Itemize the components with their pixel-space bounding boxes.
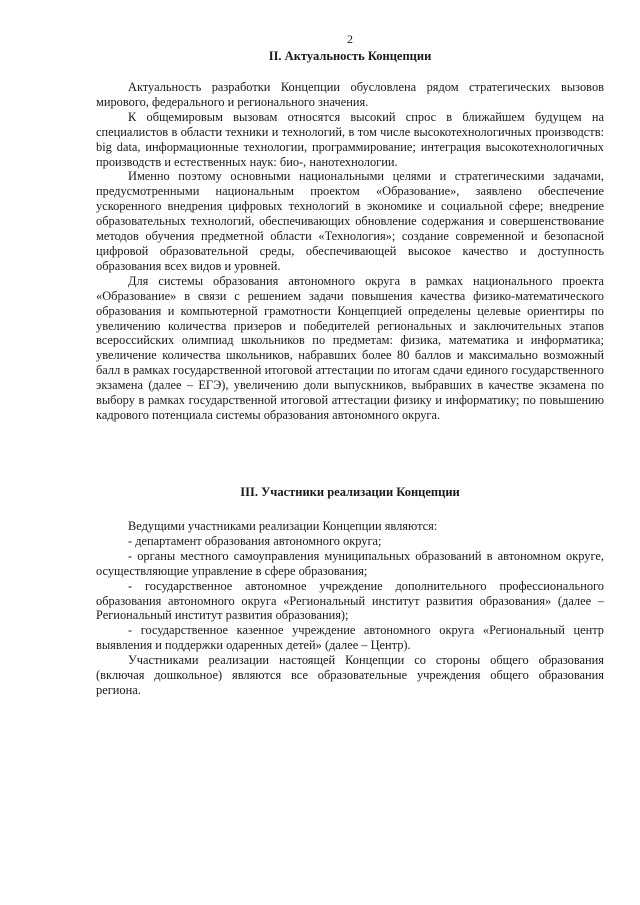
page-number: 2 — [347, 32, 353, 46]
section-2-title: II. Актуальность Концепции — [268, 49, 432, 63]
section-2-body — [96, 80, 604, 423]
list-item: - государственное автономное учреждение дополнительного профессионального образования автономного округа «Региональный институт развития образования» (далее – Региональный институт развития образования); — [96, 578, 604, 623]
section-3-body — [96, 519, 604, 698]
paragraph: К общемировым вызовам относятся высокий спрос в ближайшем будущем на специалистов в области техники и технологий, в том числе высокотехнологичных производств: big data, информационные технологии, программирование; интеграция высокотехнологичных производств и естественных наук: био-, нанотехнологии. — [96, 109, 604, 169]
paragraph: Ведущими участниками реализации Концепции являются: — [128, 519, 438, 533]
paragraph: Именно поэтому основными национальными целями и стратегическими задачами, предусмотренными национальным проектом «Образование», заявлено обеспечение ускоренного внедрения цифровых технологий в экономике и социальной сфере; внедрение образовательных технологий, обеспечивающих обновление содержания и совершенствование методов обучения предметной области «Технология»; создание современной и безопасной цифровой образовательной среды, обеспечивающей высокое качество и доступность образования всех видов и уровней. — [96, 169, 604, 273]
paragraph: Актуальность разработки Концепции обусловлена рядом стратегических вызовов мирового, федерального и регионального значения. — [96, 80, 604, 109]
paragraph: Для системы образования автономного округа в рамках национального проекта «Образование» в связи с решением задачи повышения качества физико-математического образования и компьютерной грамотности Концепцией определены целевые ориентиры по увеличению количества призеров и победителей региональных и заключительных этапов всероссийских олимпиад школьников по предметам: физика, математика и информатика; увеличение количества школьников, набравших более 80 баллов и максимально возможный балл в рамках государственной итоговой аттестации по итогам сдачи единого государственного экзамена (далее – ЕГЭ), увеличению доли выпускников, выбравших в качестве экзамена по выбору в рамках государственной итоговой аттестации физику и информатику; по повышению кадрового потенциала системы образования автономного округа. — [96, 273, 604, 422]
list-item: - департамент образования автономного округа; — [128, 533, 382, 548]
list-item: - государственное казенное учреждение автономного округа «Региональный центр выявления и поддержки одаренных детей» (далее – Центр). — [96, 623, 604, 653]
paragraph: Участниками реализации настоящей Концепции со стороны общего образования (включая дошкольное) являются все образовательные учреждения общего образования региона. — [96, 653, 604, 697]
section-3-title: III. Участники реализации Концепции — [240, 485, 460, 499]
list-item: - органы местного самоуправления муниципальных образований в автономном округе, осуществляющие управление в сфере образования; — [96, 548, 604, 578]
